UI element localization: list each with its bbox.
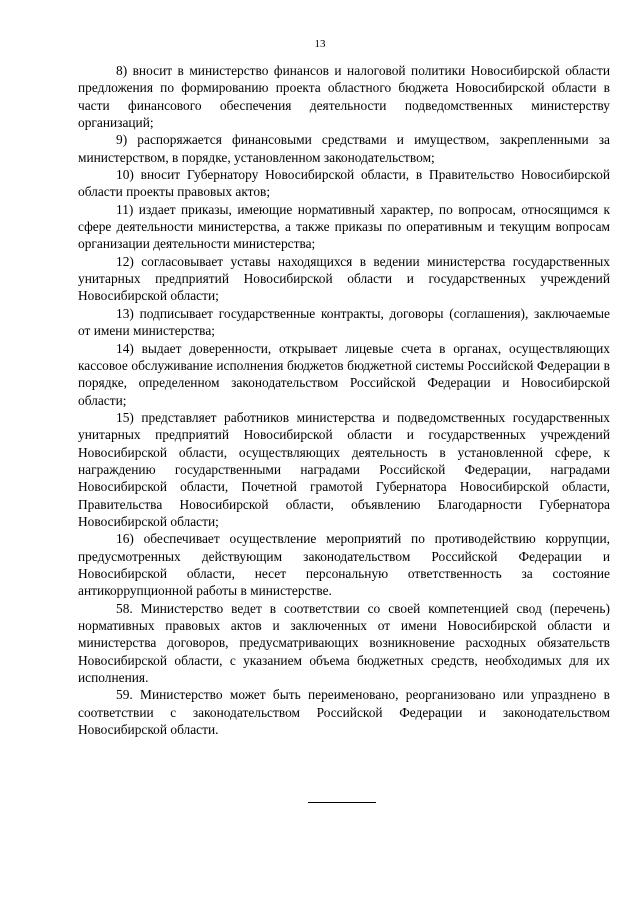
- paragraph-item-8: 8) вносит в министерство финансов и налоговой политики Новосибирской области предложения по формированию проекта областного бюджета Новосибирской области в части финансового обеспечения деятельности подведомственных министерству организаций;: [78, 63, 610, 131]
- paragraph-section-59: 59. Министерство может быть переименовано, реорганизовано или упразднено в соответствии с законодательством Российской Федерации и законодательством Новосибирской области.: [78, 687, 610, 738]
- paragraph-item-12: 12) согласовывает уставы находящихся в ведении министерства государственных унитарных предприятий Новосибирской области и государственных учреждений Новосибирской области;: [78, 253, 610, 304]
- page-number: 13: [314, 38, 326, 50]
- paragraph-item-9: 9) распоряжается финансовыми средствами и имуществом, закрепленными за министерством, в порядке, установленном законодательством;: [78, 132, 610, 165]
- paragraph-item-14: 14) выдает доверенности, открывает лицевые счета в органах, осуществляющих кассовое обслуживание исполнения бюджетов бюджетной системы Российской Федерации в порядке, определенном законодательством Российской Федерации и Новосибирской области;: [78, 340, 610, 408]
- paragraph-item-10: 10) вносит Губернатору Новосибирской области, в Правительство Новосибирской области проекты правовых актов;: [78, 167, 610, 200]
- paragraph-item-16: 16) обеспечивает осуществление мероприятий по противодействию коррупции, предусмотренных действующим законодательством Российской Федерации и Новосибирской области, несет персональную ответственность за состояние антикоррупционной работы в министерстве.: [78, 531, 610, 599]
- paragraph-item-13: 13) подписывает государственные контракты, договоры (соглашения), заключаемые от имени министерства;: [78, 305, 610, 339]
- paragraph-section-58: 58. Министерство ведет в соответствии со своей компетенцией свод (перечень) нормативных правовых актов и заключенных от имени Новосибирской области и министерства договоров, предусматривающих возникновение расходных обязательств Новосибирской области, с указанием объема бюджетных средств, необходимых для их исполнения.: [78, 600, 610, 686]
- document-body: [78, 62, 610, 738]
- paragraph-item-15: 15) представляет работников министерства и подведомственных государственных унитарных предприятий Новосибирской области и государственных учреждений Новосибирской области, осуществляющих деятельность в установленной сфере, к награждению государственными наградами Российской Федерации, наградами Новосибирской области, Почетной грамотой Губернатора Новосибирской области, Правительства Новосибирской области, объявлению Благодарности Губернатора Новосибирской области;: [78, 409, 610, 529]
- paragraph-item-11: 11) издает приказы, имеющие нормативный характер, по вопросам, относящимся к сфере деятельности министерства, а также приказы по оперативным и текущим вопросам организации деятельности министерства;: [78, 201, 610, 252]
- end-of-document-rule: [308, 802, 376, 803]
